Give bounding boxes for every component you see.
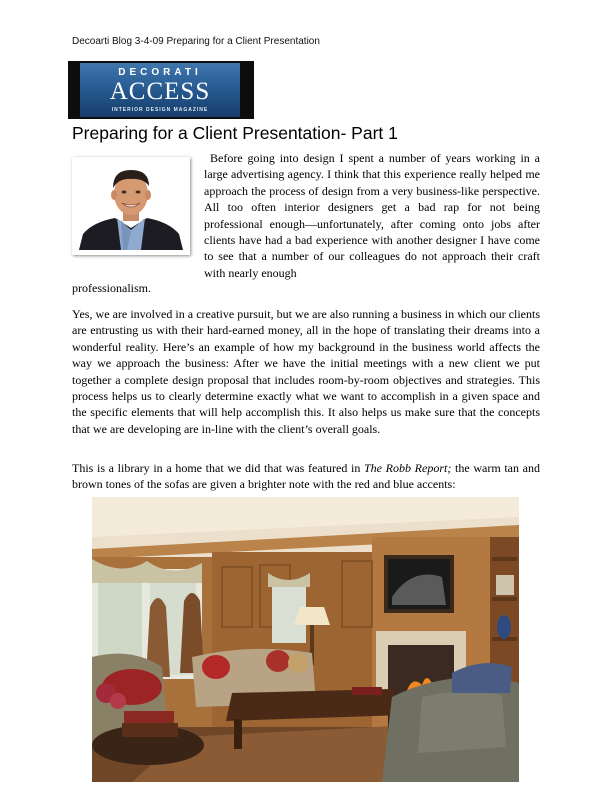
decorati-access-logo (68, 61, 254, 119)
library-interior-image (92, 497, 519, 782)
intro-paragraph (204, 150, 540, 281)
article-title: Preparing for a Client Presentation- Part 1 (72, 123, 398, 143)
author-portrait-image (77, 162, 185, 250)
logo-tagline: INTERIOR DESIGN MAGAZINE (111, 107, 209, 113)
intro-paragraph-tail: professionalism. (72, 281, 151, 295)
page-header: Decoarti Blog 3-4-09 Preparing for a Client Presentation (72, 36, 320, 47)
body-paragraph-3: This is a library in a home that we did that was featured in The Robb Report; the warm tan and brown tones of the sofas are given a brighter note with the red and blue accents: (72, 461, 540, 492)
author-photo (72, 157, 190, 255)
library-room-photo (92, 497, 519, 782)
publication-name: The Robb Report; (364, 461, 452, 475)
logo-access-text: ACCESS (109, 78, 211, 105)
intro-text: Before going into design I spent a number of years working in a large advertising agency. I think that this experience really helped me approach the process of design from a very business-like perspective. All too often interior designers get a bad rap for not being professional enough—unfortunately, after coming onto jobs after clients have had a bad experience with another designer I have come to see that a number of our colleagues do not approach their craft with nearly enough (204, 151, 540, 280)
body-paragraph-2: Yes, we are involved in a creative pursuit, but we are also running a business in which our clients are entrusting us with their hard-earned money, all in the hope of translating their dreams into a wonderful reality. Here’s an example of how my background in the business world affects the way we approach the business: After we have the initial meetings with a new client we put together a complete design proposal that includes room-by-room objectives and strategies. This process helps us to clearly determine exactly what we want to accomplish in a given space and the specific elements that will help accomplish this. It also helps us make sure that the concepts that we are developing are in-line with the client’s overall goals. (72, 307, 540, 436)
logo-decorati-text: DECORATI (118, 67, 202, 78)
